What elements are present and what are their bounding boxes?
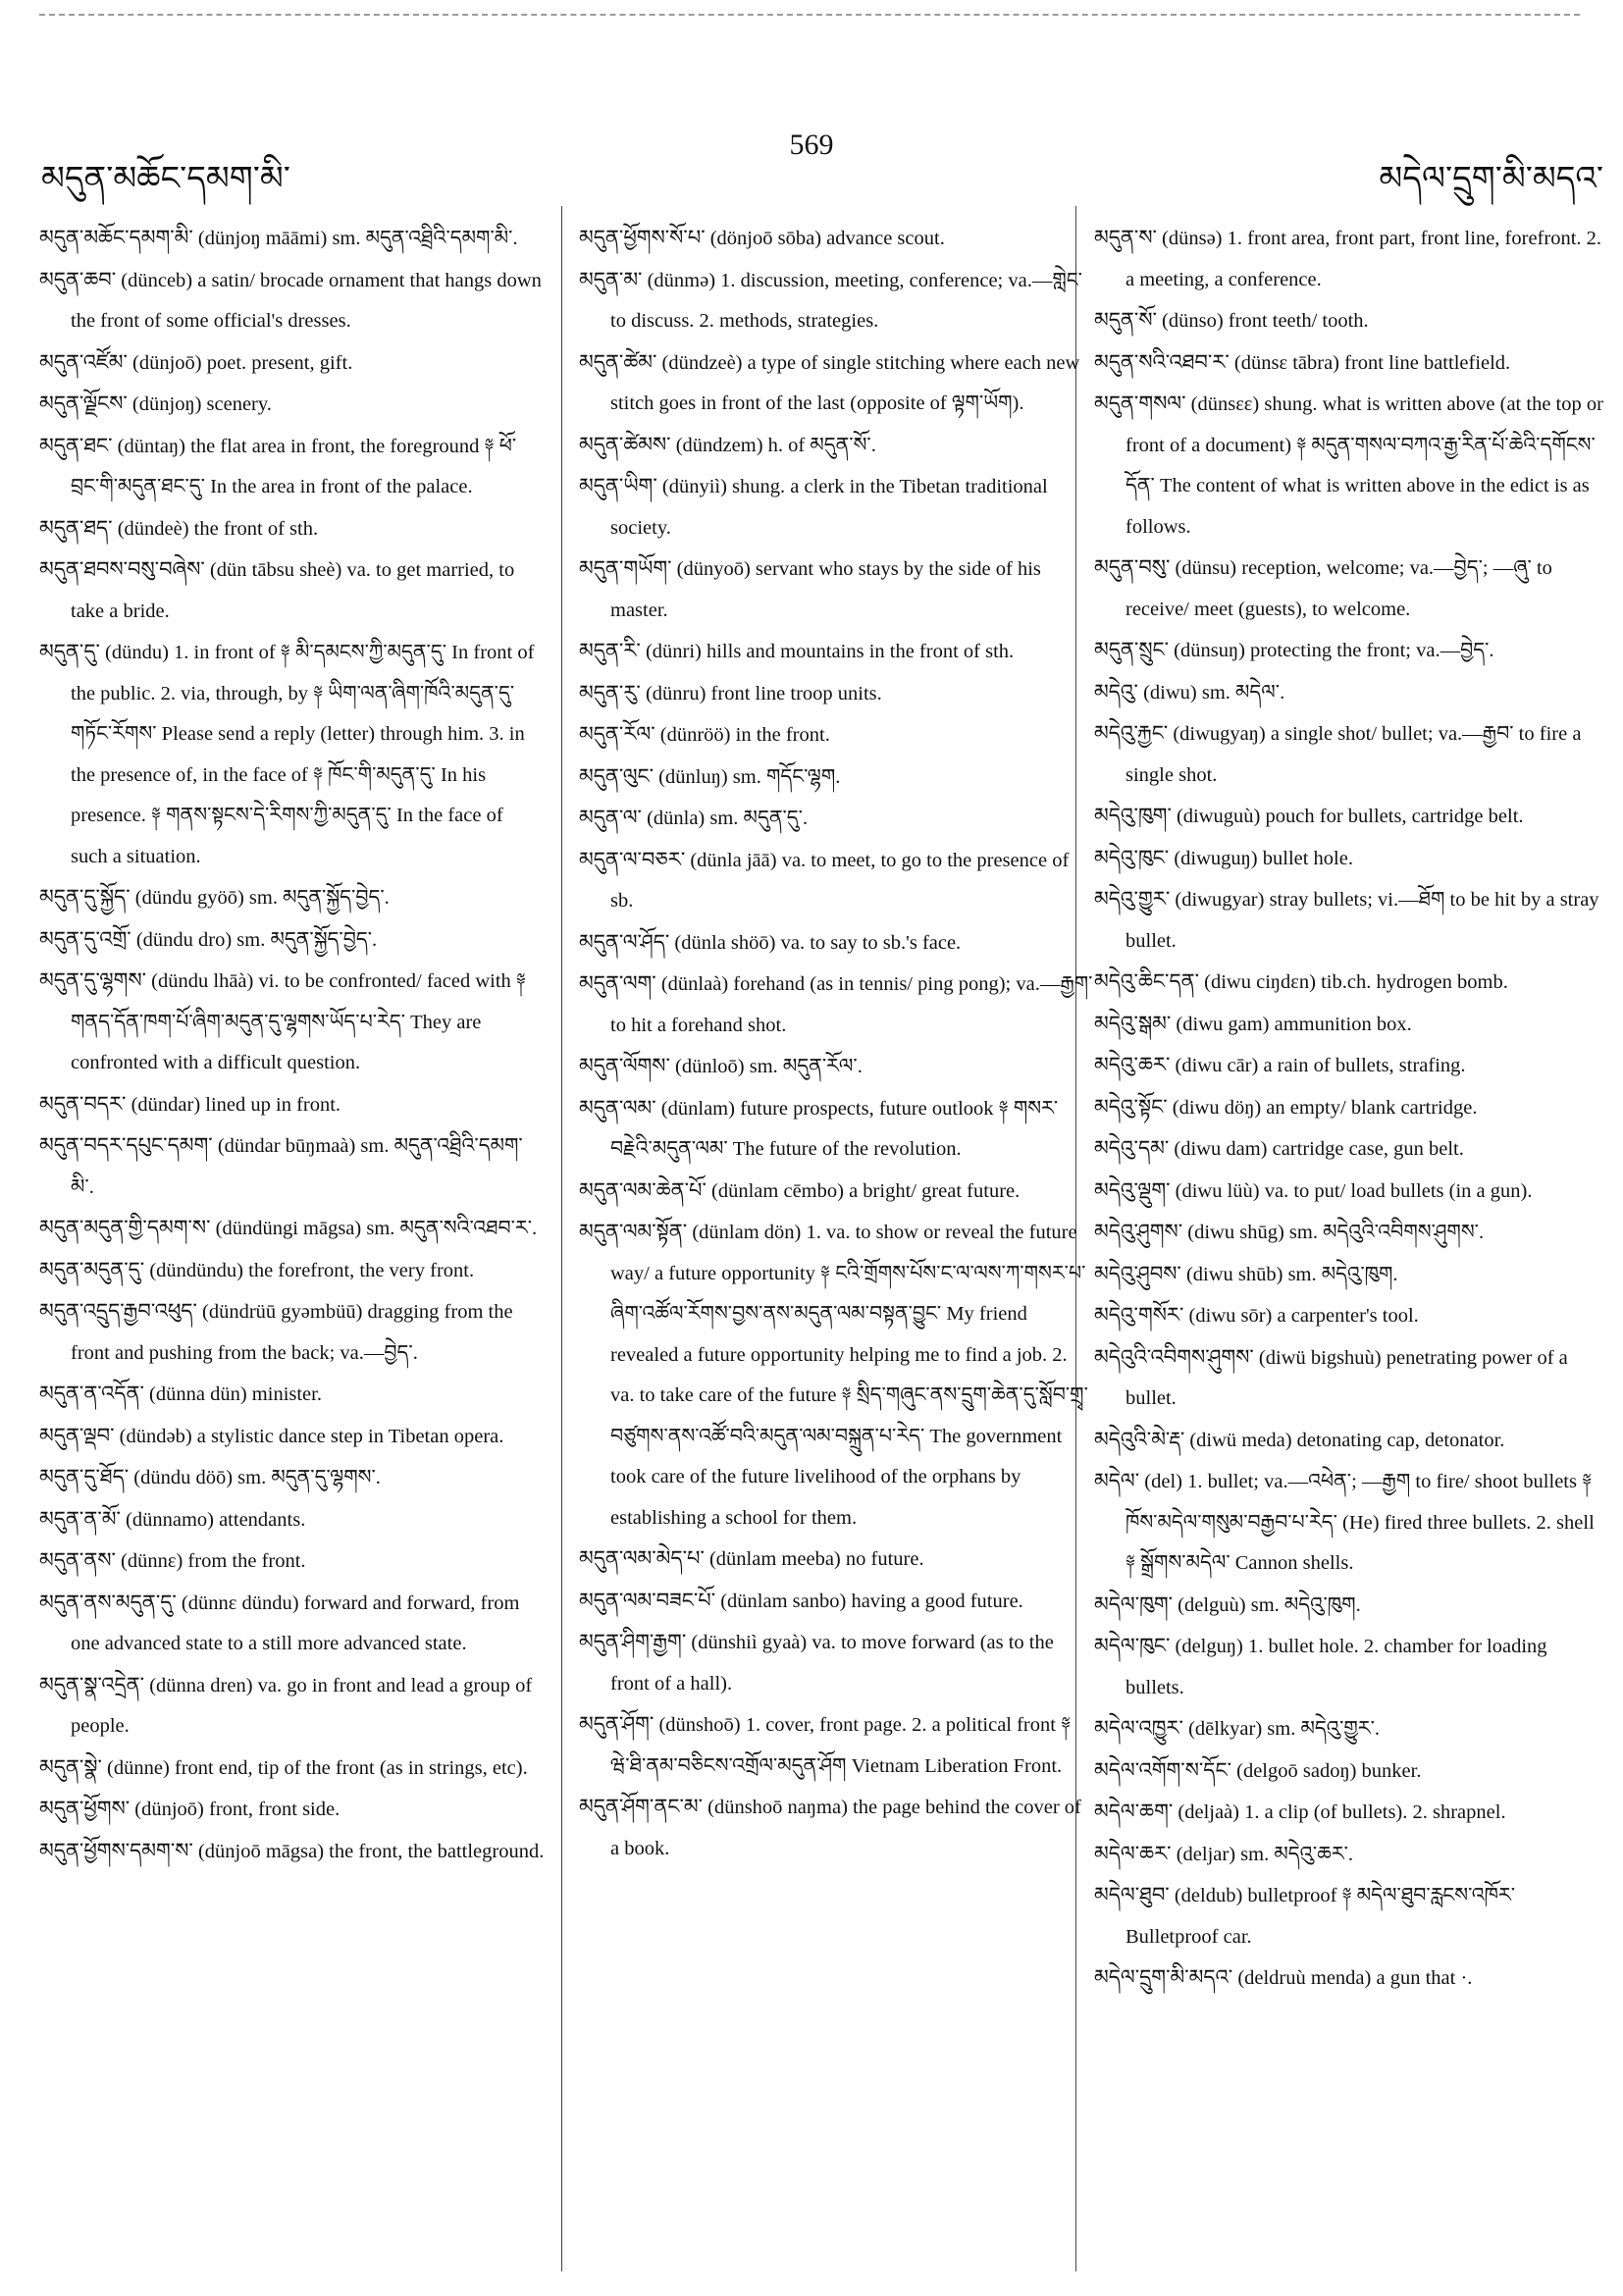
dictionary-entry	[579, 1046, 1094, 1088]
entry-definition: (dünlam cēmbo) a bright/ great future.	[711, 1179, 1021, 1202]
entry-definition: (dündar būŋmaà) sm. མདུན་འཐྲིའི་དམག་མི་.	[71, 1135, 523, 1198]
left-guide-word: མདུན་མཆོང་དམག་མི་	[41, 161, 290, 197]
entry-definition: (dünla) sm. མདུན་དུ་.	[647, 808, 809, 829]
dictionary-entry	[1094, 1834, 1607, 1876]
dictionary-entry	[1094, 548, 1607, 630]
entry-definition: (deljaà) 1. a clip (of bullets). 2. shrapnel.	[1178, 1801, 1506, 1823]
entry-definition: (dünlam sanbo) having a good future.	[720, 1590, 1023, 1612]
entry-definition: (dünla shöō) va. to say to sb.'s face.	[674, 931, 962, 954]
entry-definition: (dündu dro) sm. མདུན་སྐྱོད་བྱེད་.	[135, 928, 378, 951]
entry-definition: (delguù) sm. མདེའུ་ཁུག.	[1178, 1593, 1361, 1616]
entry-definition: (dündündu) the forefront, the very front.	[149, 1259, 475, 1281]
dictionary-entry	[1094, 1045, 1607, 1087]
dictionary-entry	[579, 798, 1094, 840]
entry-headword: མདུན་ས་	[1094, 226, 1157, 249]
dictionary-entry	[39, 384, 545, 426]
entry-headword: མདུན་ན་མོ་	[39, 1506, 121, 1531]
entry-definition: (dündu lhāà) vi. to be confronted/ faced with ༈ གནད་དོན་ཁག་པོ་ཞིག་མདུན་དུ་ལྷགས་ཡོད་པ་རེད་ They are confronted with a difficult question.	[71, 970, 526, 1073]
entry-definition: (dünjoō māgsa) the front, the battleground.	[197, 1840, 545, 1862]
entry-headword: མདུན་ཐབས་བསུ་བཞེས་	[39, 557, 205, 581]
entry-definition: (dünsuŋ) protecting the front; va.—བྱེད་.	[1174, 640, 1494, 661]
entry-headword: མདེའུ་ཁུང་	[1094, 845, 1170, 869]
dictionary-entry	[1094, 1792, 1607, 1834]
entry-headword: མདུན་ཆབ་	[39, 267, 117, 291]
entry-headword: མདུན་སོ་	[1094, 308, 1157, 332]
entry-definition: (dünjoŋ māāmi) sm. མདུན་འཐྲིའི་དམག་མི་.	[197, 228, 518, 249]
entry-definition: (dündrüū gyəmbüū) dragging from the front and pushing from the back; va.—བྱེད་.	[71, 1301, 513, 1364]
entry-headword: མདེལ་འཁྱུར་	[1094, 1716, 1183, 1740]
entry-definition: (dünshoō) 1. cover, front page. 2. a political front ༈ ཝེ་ཐི་ནམ་བཅིངས་འགྲོལ་མདུན་ཤོག Vietnam Liberation Front.	[610, 1714, 1072, 1777]
dictionary-entry	[579, 1171, 1094, 1213]
entry-headword: མདུན་ལ་བཅར་	[579, 847, 686, 871]
entry-headword: མདུན་ཐང་	[39, 433, 113, 457]
entry-definition: (diwu gam) ammunition box.	[1176, 1013, 1412, 1035]
entry-definition: (dünlam meeba) no future.	[708, 1548, 924, 1570]
dictionary-entry	[579, 922, 1094, 965]
entry-headword: མདེའུ་ཤུགས་	[1094, 1220, 1183, 1243]
entry-definition: (diwu lüù) va. to put/ load bullets (in a gun).	[1175, 1179, 1533, 1202]
column-divider	[561, 206, 562, 2271]
entry-definition: (dündzeè) a type of single stitching where each new stitch goes in front of the last (opposite of ལྟག་ཡོག).	[610, 351, 1080, 414]
entry-headword: མདེལ་ཁུང་	[1094, 1634, 1171, 1657]
entry-definition: (dünmə) 1. discussion, meeting, conference; va.—གླེང་ to discuss. 2. methods, strategies.	[610, 269, 1082, 332]
entry-headword: མདུན་ནས་	[39, 1548, 116, 1572]
dictionary-entry	[39, 1540, 545, 1583]
dictionary-entry	[39, 1789, 545, 1831]
entry-definition: (dünjoō) poet. present, gift.	[132, 351, 353, 374]
dictionary-entry	[39, 549, 545, 632]
page-number: 569	[789, 129, 834, 161]
dictionary-entry	[1094, 384, 1607, 548]
dictionary-entry	[1094, 1957, 1607, 2000]
dictionary-entry	[39, 1125, 545, 1208]
entry-definition: (dünna dren) va. go in front and lead a group of people.	[71, 1674, 533, 1737]
entry-headword: མདེའུ་	[1094, 679, 1138, 704]
dictionary-entry	[1094, 342, 1607, 385]
dictionary-entry	[579, 964, 1094, 1046]
entry-definition: (diwu dam) cartridge case, gun belt.	[1174, 1138, 1464, 1160]
dictionary-entry	[39, 426, 545, 508]
entry-headword: མདུན་རི་	[579, 639, 641, 662]
entry-definition: (dünjoŋ) scenery.	[131, 393, 272, 415]
entry-headword: མདུན་ལ་ཤོད་	[579, 929, 670, 954]
entry-definition: (dündu gyöō) sm. མདུན་སྐྱོད་བྱེད་.	[134, 887, 390, 909]
entry-headword: མདེའུ་ཁུག་	[1094, 804, 1172, 827]
entry-headword: མདུན་ཕྱོགས་དམག་ས་	[39, 1838, 193, 1862]
dictionary-entry	[39, 1416, 545, 1458]
entry-definition: (dündəb) a stylistic dance step in Tibetan opera.	[119, 1425, 504, 1447]
entry-definition: (diwu shūb) sm. མདེའུ་ཁུག.	[1185, 1263, 1398, 1285]
dictionary-entry	[579, 1088, 1094, 1171]
entry-definition: (dündzem) h. of མདུན་སོ་.	[675, 434, 876, 456]
entry-definition: (dünnamo) attendants.	[126, 1508, 306, 1531]
dictionary-entry	[1094, 1337, 1607, 1420]
dictionary-entry	[579, 548, 1094, 631]
entry-headword: མདེའུ་ལྡུག་	[1094, 1177, 1171, 1202]
entry-headword: མདེའུ་སྒམ་	[1094, 1011, 1172, 1035]
entry-headword: མདེལ་	[1094, 1469, 1140, 1492]
dictionary-entry	[39, 1250, 545, 1292]
entry-definition: (delguŋ) 1. bullet hole. 2. chamber for loading bullets.	[1126, 1636, 1547, 1698]
entry-headword: མདུན་ཕྱོགས་སོ་པ་	[579, 226, 706, 249]
entry-headword: མདེའུ་ཤུབས་	[1094, 1261, 1181, 1285]
entry-definition: (dünso) front teeth/ tooth.	[1162, 310, 1369, 332]
dictionary-entry	[39, 508, 545, 550]
entry-definition: (deljar) sm. མདེའུ་ཆར་.	[1176, 1843, 1354, 1865]
entry-definition: (dünlam) future prospects, future outlook ༈ གསར་བརྗེའི་མདུན་ལམ་ The future of the revolution.	[610, 1097, 1059, 1160]
entry-headword: མདུན་རོལ་	[579, 722, 655, 746]
dictionary-entry	[579, 714, 1094, 757]
entry-definition: (diwü bigshuù) penetrating power of a bullet.	[1126, 1346, 1568, 1409]
dictionary-entry	[579, 1704, 1094, 1787]
entry-headword: མདུན་ནས་མདུན་དུ་	[39, 1590, 177, 1614]
entry-headword: མདུན་བསུ་	[1094, 555, 1171, 579]
entry-definition: (dönjoō sōba) advance scout.	[709, 228, 945, 249]
dictionary-entry	[39, 961, 545, 1084]
entry-headword: མདུན་མཆོང་དམག་མི་	[39, 226, 193, 249]
dictionary-entry	[579, 425, 1094, 467]
entry-definition: (diwuguù) pouch for bullets, cartridge belt.	[1176, 806, 1524, 827]
entry-headword: མདུན་ཚེམས་	[579, 432, 671, 456]
dictionary-entry	[1094, 1254, 1607, 1296]
dictionary-entry	[1094, 1461, 1607, 1585]
entry-headword: མདེལ་འགོག་ས་དོང་	[1094, 1757, 1231, 1782]
dictionary-entry	[39, 1457, 545, 1499]
entry-headword: མདུན་སྣེ་	[39, 1754, 102, 1779]
entry-headword: མདུན་ལ་	[579, 806, 642, 829]
entry-definition: (dün tābsu sheè) va. to get married, to take a bride.	[71, 559, 515, 622]
entry-headword: མདེའུ་སྟོང་	[1094, 1094, 1168, 1119]
entry-headword: མདུན་དུ་ཐོད་	[39, 1465, 130, 1488]
entry-headword: མདུན་དུ་སྐྱོད་	[39, 885, 131, 909]
entry-definition: (dündu) 1. in front of ༈ མི་དམངས་ཀྱི་མདུན་དུ་ In front of the public. 2. via, through, by ༈ ཡིག་ལན་ཞིག་ཁོའི་མདུན་དུ་གཏོང་རོགས་ Please send a reply (letter) through him. 3. in the presence of, in the face of ༈ ཁོང་གི་མདུན་དུ་ In his presence. ༈ གནས་སྟངས་དེ་རིགས་ཀྱི་མདུན་དུ་ In the face of such a situation.	[71, 642, 535, 867]
scan-top-edge	[39, 14, 1580, 16]
dictionary-column-3	[1094, 218, 1607, 2269]
entry-definition: (düntaŋ) the flat area in front, the foreground ༈ ཕོ་བྲང་གི་མདུན་ཐང་དུ་ In the area in front of the palace.	[71, 435, 517, 497]
dictionary-entry	[1094, 1750, 1607, 1793]
entry-headword: མདུན་ཤོག་	[579, 1712, 654, 1736]
entry-headword: མདུན་ལུང་	[579, 763, 654, 788]
entry-headword: མདུན་ཐད་	[39, 515, 113, 540]
dictionary-entry	[1094, 218, 1607, 300]
entry-headword: མདེའུ་གསོར་	[1094, 1303, 1184, 1327]
entry-headword: མདུན་ལམ་བཟང་པོ་	[579, 1588, 716, 1612]
entry-headword: མདུན་བདར་	[39, 1091, 127, 1116]
entry-headword: མདུན་འཛོམ་	[39, 349, 128, 374]
entry-definition: (dünne) front end, tip of the front (as in strings, etc).	[107, 1756, 528, 1779]
entry-headword: མདུན་ལམ་མེད་པ་	[579, 1546, 705, 1570]
entry-headword: མདུན་དུ་	[39, 640, 100, 663]
dictionary-entry	[39, 919, 545, 962]
entry-headword: མདུན་དུ་ལྷགས་	[39, 968, 147, 992]
entry-headword: མདུན་འདྲུད་རྒྱབ་འཕུད་	[39, 1299, 197, 1323]
entry-headword: མདེའུ་གྱུར་	[1094, 887, 1171, 911]
entry-headword: མདེའུའི་མེ་རྡ་	[1094, 1427, 1185, 1451]
dictionary-entry	[39, 1208, 545, 1250]
entry-headword: མདེལ་ཆར་	[1094, 1841, 1172, 1865]
entry-headword: མདེའུ་ཆིང་དན་	[1094, 969, 1200, 993]
entry-headword: མདུན་ལམ་ཆེན་པོ་	[579, 1177, 707, 1202]
entry-definition: (dünyiì) shung. a clerk in the Tibetan traditional society.	[610, 476, 1048, 539]
dictionary-entry	[579, 673, 1094, 715]
entry-headword: མདུན་ལག་	[579, 971, 656, 995]
entry-headword: མདུན་མདུན་གྱི་དམག་ས་	[39, 1216, 211, 1239]
dictionary-entry	[39, 1499, 545, 1541]
entry-definition: (dünnɛ dündu) forward and forward, from one advanced state to a still more advanced state.	[71, 1592, 520, 1654]
dictionary-entry	[1094, 796, 1607, 838]
entry-headword: མདུན་དུ་འགྲོ་	[39, 926, 131, 951]
dictionary-entry	[39, 218, 545, 260]
entry-headword: མདུན་གསལ་	[1094, 391, 1186, 415]
dictionary-entry	[1094, 713, 1607, 796]
entry-definition: (dünjoō) front, front side.	[134, 1799, 340, 1820]
entry-definition: (dünceb) a satin/ brocade ornament that hangs down the front of some official's dresses.	[71, 269, 542, 332]
dictionary-entry	[579, 1787, 1094, 1869]
entry-headword: མདེལ་ཐུབ་	[1094, 1883, 1170, 1906]
entry-definition: (diwu shūg) sm. མདེའུའི་འབིགས་ཤུགས་.	[1187, 1222, 1485, 1243]
entry-headword: མདུན་ལམ་	[579, 1095, 656, 1120]
dictionary-entry	[39, 1084, 545, 1126]
entry-definition: (dünnɛ) from the front.	[121, 1550, 306, 1572]
entry-definition: (diwu ciŋdɛn) tib.ch. hydrogen bomb.	[1204, 971, 1508, 993]
dictionary-entry	[39, 1583, 545, 1665]
dictionary-entry	[1094, 300, 1607, 342]
dictionary-entry	[1094, 879, 1607, 962]
entry-definition: (dündu döō) sm. མདུན་དུ་ལྷགས་.	[133, 1467, 381, 1488]
entry-definition: (dünri) hills and mountains in the front of sth.	[645, 641, 1015, 662]
entry-headword: མདེའུའི་འབིགས་ཤུགས་	[1094, 1344, 1254, 1369]
dictionary-entry	[579, 260, 1094, 342]
entry-headword: མདུན་ཕྱོགས་	[39, 1797, 131, 1820]
dictionary-entry	[39, 1374, 545, 1416]
entry-definition: (dünlaà) forehand (as in tennis/ ping pong); va.—རྒྱག་ to hit a forehand shot.	[610, 973, 1093, 1036]
entry-definition: (dündüngi māgsa) sm. མདུན་སའི་འཐབ་ར་.	[215, 1218, 538, 1239]
entry-definition: (dünyoō) servant who stays by the side of his master.	[610, 558, 1041, 621]
dictionary-entry	[1094, 1212, 1607, 1254]
dictionary-entry	[1094, 1708, 1607, 1750]
dictionary-entry	[1094, 1087, 1607, 1129]
dictionary-entry	[39, 1748, 545, 1790]
entry-headword: མདུན་ལྗོངས་	[39, 391, 128, 415]
entry-headword: མདེའུ་རྐྱང་	[1094, 721, 1169, 745]
dictionary-entry	[39, 1291, 545, 1374]
dictionary-entry	[1094, 838, 1607, 880]
entry-headword: མདུན་ཚེམ་	[579, 349, 657, 374]
dictionary-entry	[39, 1665, 545, 1748]
entry-definition: (diwugyar) stray bullets; vi.—ཐོག to be hit by a stray bullet.	[1126, 889, 1599, 952]
entry-definition: (diwuguŋ) bullet hole.	[1174, 847, 1353, 869]
dictionary-entry	[39, 260, 545, 342]
entry-definition: (diwu) sm. མདེལ་.	[1143, 681, 1285, 704]
dictionary-entry	[1094, 1128, 1607, 1171]
entry-definition: (dēlkyar) sm. མདེའུ་གྱུར་.	[1188, 1718, 1381, 1740]
dictionary-entry	[1094, 672, 1607, 714]
entry-definition: (diwu cār) a rain of bullets, strafing.	[1175, 1055, 1466, 1076]
dictionary-entry	[579, 1581, 1094, 1623]
dictionary-entry	[579, 1539, 1094, 1581]
entry-definition: (del) 1. bullet; va.—འཕེན་; —རྒྱག to fire/ shoot bullets ༈ ཁོས་མདེལ་གསུམ་བརྒྱབ་པ་རེད་ (He) fired three bullets. 2. shell ༈ སྒྲོགས་མདེལ་ Cannon shells.	[1126, 1471, 1595, 1574]
dictionary-entry	[1094, 1585, 1607, 1627]
entry-headword: མདུན་ཡིག་	[579, 474, 657, 497]
entry-headword: མདུན་ཤིག་རྒྱག་	[579, 1630, 687, 1653]
entry-headword: མདེལ་ཁུག་	[1094, 1592, 1174, 1616]
dictionary-column-1	[39, 218, 545, 2269]
entry-definition: (dünröö) in the front.	[659, 724, 830, 746]
dictionary-entry	[579, 1622, 1094, 1704]
dictionary-entry	[1094, 1171, 1607, 1213]
dictionary-entry	[39, 1831, 545, 1873]
entry-definition: (dünna dün) minister.	[149, 1383, 322, 1405]
entry-definition: (dünsɛ tābra) front line battlefield.	[1233, 351, 1511, 374]
entry-definition: (dünshiì gyaà) va. to move forward (as to the front of a hall).	[610, 1632, 1054, 1695]
entry-definition: (dünru) front line troop units.	[645, 682, 882, 704]
dictionary-entry	[1094, 630, 1607, 672]
entry-definition: (dündar) lined up in front.	[131, 1093, 341, 1116]
dictionary-column-2	[579, 218, 1094, 2269]
entry-definition: (dünsu) reception, welcome; va.—བྱེད་; —ཞུ་ to receive/ meet (guests), to welcome.	[1126, 557, 1552, 620]
entry-definition: (diwugyaŋ) a single shot/ bullet; va.—རྒྱབ་ to fire a single shot.	[1126, 723, 1582, 786]
entry-headword: མདེའུ་ཆར་	[1094, 1053, 1171, 1076]
entry-definition: (dünlam dön) 1. va. to show or reveal the future way/ a future opportunity ༈ ངའི་གྲོགས་པོས་ང་ལ་ལས་ཀ་གསར་པ་ཞིག་འཚོལ་རོགས་བྱས་ནས་མདུན་ལམ་བསྟན་བྱུང་ My friend revealed a future opportunity helping me to find a job. 2. va. to take care of the future ༈ སྲིད་གཞུང་ནས་དྲུག་ཆེན་དུ་སློབ་གྲྭ་བཙུགས་ནས་འཚོ་བའི་མདུན་ལམ་བསྐྲུན་པ་རེད་ The government took care of the future livelihood of the orphans by establishing a school for them.	[610, 1222, 1088, 1529]
entry-headword: མདུན་རུ་	[579, 680, 641, 704]
entry-definition: (delgoō sadoŋ) bunker.	[1236, 1759, 1422, 1782]
dictionary-entry	[579, 757, 1094, 799]
entry-headword: མདུན་ན་འདོན་	[39, 1382, 144, 1405]
entry-headword: མདེལ་ཆག་	[1094, 1800, 1174, 1823]
dictionary-entry	[579, 840, 1094, 922]
entry-headword: མདུན་གཡོག་	[579, 556, 672, 580]
entry-headword: མདུན་སྣ་འདྲེན་	[39, 1672, 145, 1696]
entry-definition: (deldruù menda) a gun that ·.	[1237, 1967, 1473, 1989]
dictionary-entry	[579, 342, 1094, 425]
dictionary-entry	[579, 1212, 1094, 1539]
entry-headword: མདེའུ་དམ་	[1094, 1136, 1170, 1160]
dictionary-entry	[579, 631, 1094, 673]
entry-definition: (dünloō) sm. མདུན་རོལ་.	[675, 1056, 863, 1077]
entry-headword: མདུན་སྲུང་	[1094, 638, 1170, 661]
entry-headword: མདུན་མ་	[579, 267, 643, 291]
entry-headword: མདུན་བདར་དཔུང་དམག་	[39, 1133, 213, 1157]
entry-definition: (diwu sōr) a carpenter's tool.	[1188, 1305, 1419, 1327]
entry-headword: མདུན་ལོགས་	[579, 1054, 670, 1077]
entry-headword: མདུན་མདུན་དུ་	[39, 1257, 145, 1281]
entry-definition: (dünsɛɛ) shung. what is written above (at the top or front of a document) ༈ མདུན་གསལ་བཀའ་རྒྱ་རིན་པོ་ཆེའི་དགོངས་དོན་ The content of what is written above in the edict is as follows.	[1126, 393, 1603, 538]
dictionary-entry	[39, 877, 545, 919]
dictionary-entry	[1094, 1295, 1607, 1337]
dictionary-entry	[39, 632, 545, 877]
entry-definition: (dünsə) 1. front area, front part, front line, forefront. 2. a meeting, a conference.	[1126, 228, 1602, 290]
page-header	[0, 123, 1623, 197]
dictionary-entry	[1094, 1626, 1607, 1708]
dictionary-entry	[39, 342, 545, 385]
entry-definition: (diwü meda) detonating cap, detonator.	[1189, 1429, 1505, 1451]
dictionary-entry	[579, 218, 1094, 260]
dictionary-entry	[1094, 1004, 1607, 1046]
entry-headword: མདུན་ཤོག་ནང་མ་	[579, 1795, 703, 1818]
entry-definition: (dünluŋ) sm. གདོང་ལྷག.	[658, 765, 841, 788]
dictionary-entry	[1094, 962, 1607, 1004]
entry-headword: མདུན་ལྡབ་	[39, 1423, 115, 1447]
dictionary-entry	[1094, 1420, 1607, 1462]
entry-definition: (dündeè) the front of sth.	[117, 517, 319, 540]
dictionary-entry	[1094, 1875, 1607, 1957]
entry-definition: (dünla jāā) va. to meet, to go to the presence of sb.	[610, 849, 1070, 912]
entry-definition: (diwu döŋ) an empty/ blank cartridge.	[1172, 1096, 1478, 1119]
entry-headword: མདུན་ལམ་སྟོན་	[579, 1220, 688, 1243]
entry-definition: (deldub) bulletproof ༈ མདེལ་ཐུབ་རླངས་འཁོར་ Bulletproof car.	[1126, 1885, 1516, 1948]
dictionary-entry	[579, 466, 1094, 548]
entry-headword: མདེལ་དྲུག་མི་མདའ་	[1094, 1965, 1233, 1989]
entry-definition: (dünshoō naŋma) the page behind the cover of a book.	[610, 1797, 1081, 1859]
entry-headword: མདུན་སའི་འཐབ་ར་	[1094, 349, 1230, 374]
right-guide-word: མདེལ་དྲུག་མི་མདའ་	[1379, 161, 1603, 197]
